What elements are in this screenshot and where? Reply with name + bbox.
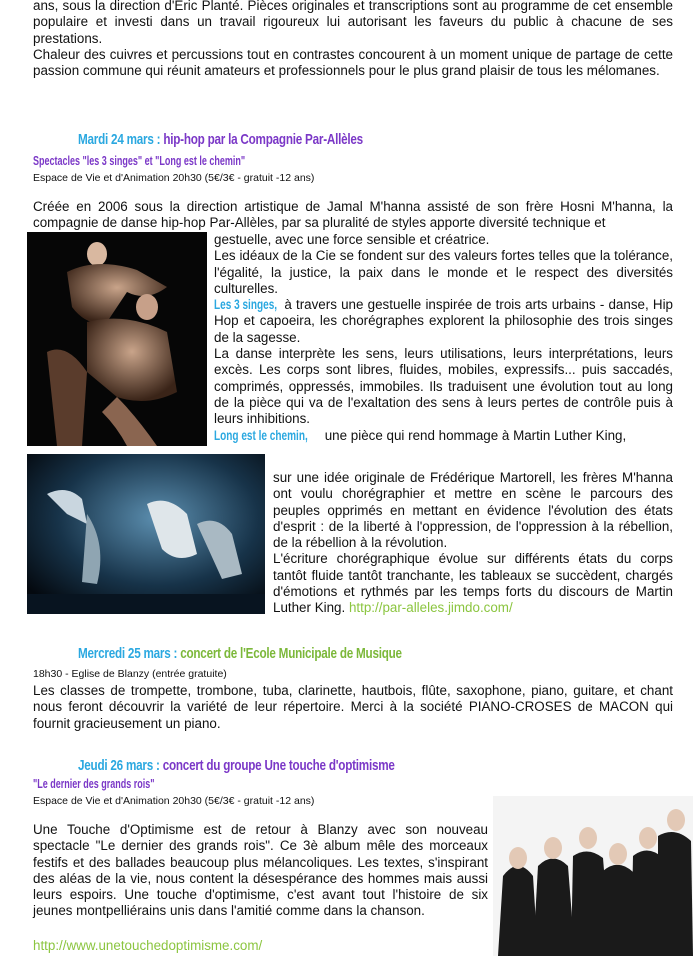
band-photo-image [493, 796, 693, 956]
touche-optimisme-link[interactable]: http://www.unetouchedoptimisme.com/ [33, 938, 263, 953]
event1-chemin-text [214, 428, 673, 444]
event1-heading [78, 131, 363, 148]
event1-intro-text: Créée en 2006 sous la direction artistique de Jamal M'hanna assisté de son frère Hosni M'hanna, la compagnie de danse hip-hop Par-Allèles, par sa pluralité de styles apporte diversité technique et [33, 199, 673, 231]
event3-title: concert du groupe Une touche d'optimisme [159, 757, 395, 774]
intro-section [33, 0, 673, 79]
event2-date: Mercredi 25 mars : [78, 645, 178, 662]
intro-paragraph-2: Chaleur des cuivres et percussions tout en contrastes concourent à un moment unique de partage de cette passion commune qui réunit amateurs et professionnels pour le plus grand plaisir de tous les mélomanes. [33, 46, 673, 79]
event3-venue: Espace de Vie et d'Animation 20h30 (5€/3€ - gratuit -12 ans) [33, 795, 315, 807]
event1-intro-text-cont: gestuelle, avec une force sensible et créatrice. [214, 232, 490, 247]
event1-text-block [214, 232, 673, 444]
event3-text: Une Touche d'Optimisme est de retour à Blanzy avec son nouveau spectacle "Le dernier des grands rois". Ce 3è album mêle des morceaux festifs et des ballades beaucoup plus mélancoliques. Les textes, s'inspirant des aléas de la vie, nous content la désespérance des hommes mais aussi leurs espoirs. Une touche d'optimisme, c'est avant tout l'histoire de six jeunes montpelliérains unis dans l'amitié comme dans la chanson. [33, 822, 488, 919]
event1-venue: Espace de Vie et d'Animation 20h30 (5€/3€ - gratuit -12 ans) [33, 172, 315, 184]
event1-singes-text-2: La danse interprète les sens, leurs utilisations, leurs interprétations, leurs excès. Les corps sont libres, fluides, mobiles, expressifs... puis saccadés, comprimés, oppressés, immobiles. Ils traduisent une évolution tout au long de la pièce qui va de l'exaltation des sens à leurs pertes de contrôle puis à leurs inhibitions. [214, 346, 673, 427]
par-alleles-link[interactable]: http://par-alleles.jimdo.com/ [348, 600, 513, 616]
intro-paragraph-1: ans, sous la direction d'Eric Planté. Pièces originales et transcriptions sont au programme de cet ensemble populaire et investi dans un travail rigoureux lui autorisant les faveurs du public à chacune de ses prestations. [33, 0, 673, 46]
chemin-label: Long est le chemin, [214, 427, 308, 443]
dancers-photo-2-image [27, 454, 265, 614]
event2-text: Les classes de trompette, trombone, tuba, clarinette, hautbois, flûte, saxophone, piano, guitare, et chant nous feront découvrir la variété de leur répertoire. Merci à la société PIANO-CROSES de MACON qui fournit gracieusement un piano. [33, 683, 673, 731]
chemin-text-3: L'écriture chorégraphique évolue sur différents états du corps tantôt fluide tantôt tranchante, les tableaux se succèdent, chargés d'émotions et rythmés par les temps forts du discours de Martin Luther King. [273, 551, 673, 616]
event1-chemin-text-3 [273, 551, 673, 616]
dancers-photo-2 [27, 454, 265, 614]
event2-heading [78, 645, 402, 662]
event3-date: Jeudi 26 mars : [78, 757, 160, 774]
singes-description: à travers une gestuelle inspirée de trois arts urbains - danse, Hip Hop et capoeira, les chorégraphes explorent la philosophie des trois singes de la sagesse. [214, 297, 673, 345]
event1-chemin-text-2: sur une idée originale de Frédérique Martorell, les frères M'hanna ont voulu chorégraphier et mettre en scène le parcours des peuples opprimés en mettant en évidence l'évolution des états d'esprit : de la liberté à l'oppression, de l'oppression à la rébellion, de la rébellion à la révolution. [273, 470, 673, 551]
singes-label: Les 3 singes, [214, 297, 278, 313]
event1-subtitle: Spectacles "les 3 singes" et "Long est le chemin" [33, 154, 246, 168]
chemin-description: une pièce qui rend hommage à Martin Luther King, [321, 427, 627, 443]
event1-singes-text [214, 297, 673, 346]
dancers-photo-1-image [27, 232, 207, 446]
event3-subtitle: "Le dernier des grands rois" [33, 777, 155, 791]
event2-venue: 18h30 - Eglise de Blanzy (entrée gratuite) [33, 668, 227, 680]
event1-date: Mardi 24 mars : [78, 131, 161, 148]
event2-title: concert de l'Ecole Municipale de Musique [177, 645, 402, 662]
event1-chemin-block [273, 470, 673, 617]
event1-title: hip-hop par la Compagnie Par-Allèles [160, 131, 363, 148]
dancers-photo-1 [27, 232, 207, 446]
band-photo [493, 796, 693, 956]
event3-heading [78, 757, 395, 774]
event1-ideals-text: Les idéaux de la Cie se fondent sur des valeurs fortes telles que la tolérance, l'égalité, la justice, la paix dans le monde et le respect des diversités culturelles. [214, 248, 673, 296]
